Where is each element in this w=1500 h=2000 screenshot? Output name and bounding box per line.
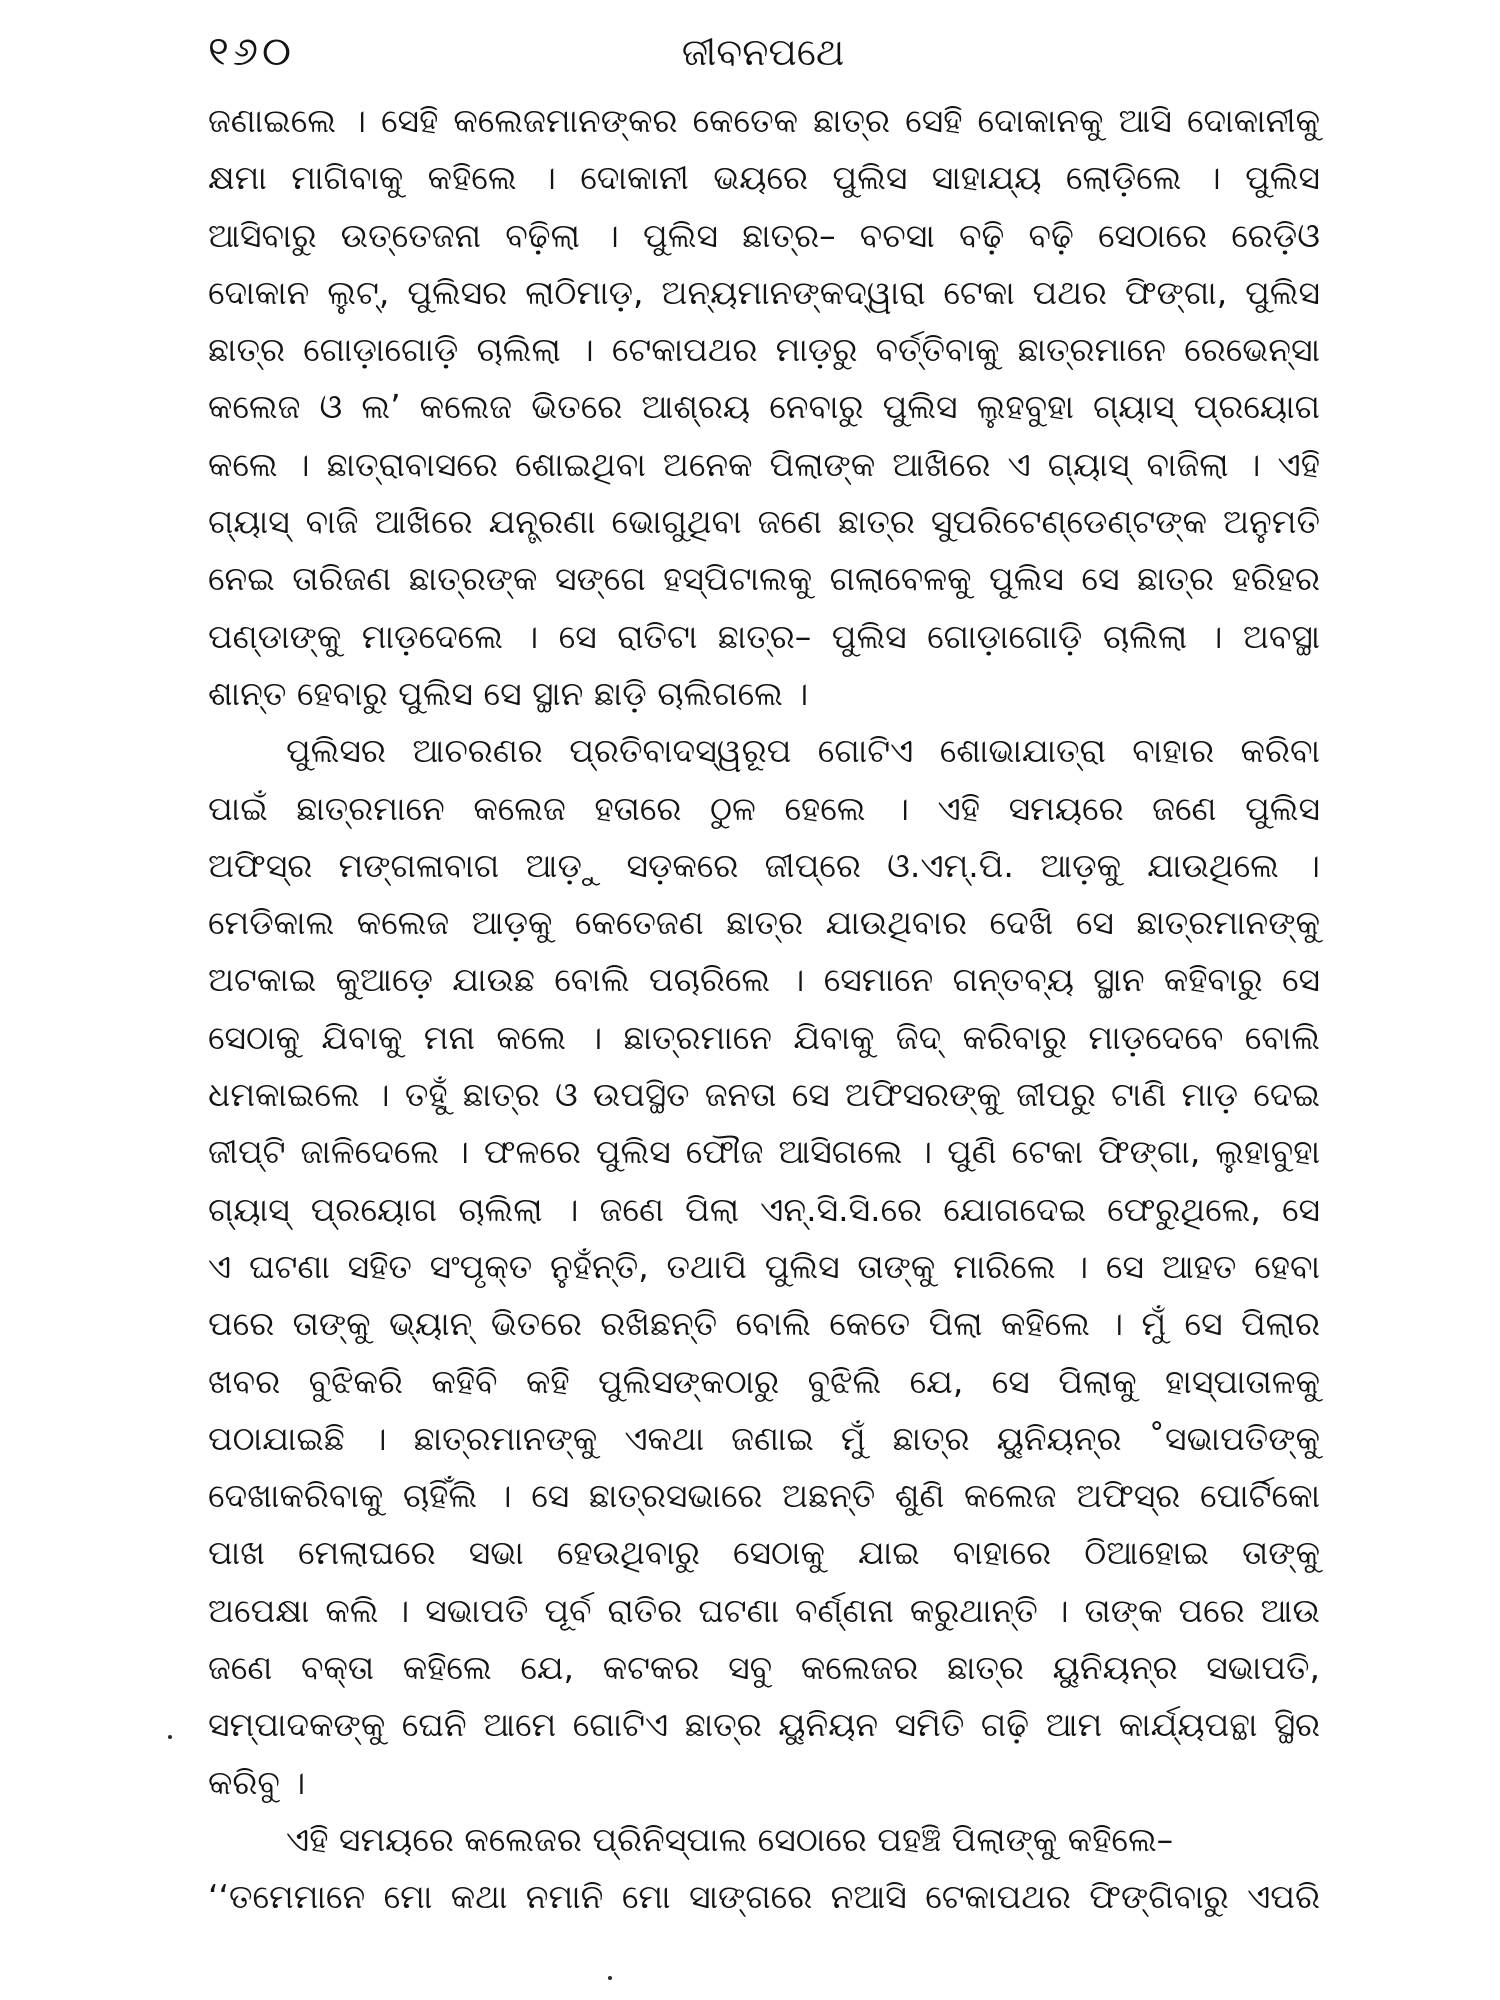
scan-speck <box>608 1976 612 1980</box>
text-line: ଶାନ୍ତ ହେବାରୁ ପୁଲିସ ସେ ସ୍ଥାନ ଛାଡ଼ି ଚାଲିଗଲେ । <box>208 673 809 713</box>
paragraph-first-line: ପୁଲିସର ଆଚରଣର ପ୍ରତିବାଦସ୍ୱରୂପ ଗୋଟିଏ ଶୋଭାଯାତ୍ରା ବାହାର କରିବା <box>286 731 1320 771</box>
text-line: ଜଣେ ବକ୍ତା କହିଲେ ଯେ, କଟକର ସବୁ କଲେଜର ଛାତ୍ର ୟୁନିୟନ୍‌ର ସଭାପତି, <box>208 1648 1320 1688</box>
text-line: ଅଟକାଇ କୁଆଡ଼େ ଯାଉଛ ବୋଲି ପଚାରିଲେ । ସେମାନେ ଗନ୍ତବ୍ୟ ସ୍ଥାନ କହିବାରୁ ସେ <box>208 960 1320 1000</box>
text-line: ଅପେକ୍ଷା କଲି । ସଭାପତି ପୂର୍ବ ରାତିର ଘଟଣା ବର୍ଣ୍ଣନା କରୁଥାନ୍ତି । ତାଙ୍କ ପରେ ଆଉ <box>208 1590 1320 1630</box>
text-line: ଛାତ୍ର ଗୋଡ଼ାଗୋଡ଼ି ଚାଲିଲା । ଟେକାପଥର ମାଡ଼ରୁ ବର୍ତ୍ତିବାକୁ ଛାତ୍ରମାନେ ରେଭେନ୍‌ସା <box>208 330 1320 370</box>
text-line: ପାଖ ମେଲାଘରେ ସଭା ହେଉଥିବାରୁ ସେଠାକୁ ଯାଇ ବାହାରେ ଠିଆହୋଇ ତାଙ୍କୁ <box>208 1533 1320 1573</box>
text-line: ନେଇ ତାରିଜଣ ଛାତ୍ରଙ୍କ ସଙ୍ଗେ ହସ୍‌ପିଟାଲକୁ ଗଲାବେଳକୁ ପୁଲିସ ସେ ଛାତ୍ର ହରିହର <box>208 559 1320 599</box>
text-line: ପରେ ତାଙ୍କୁ ଭ୍ୟାନ୍ ଭିତରେ ରଖିଛନ୍ତି ବୋଲି କେତେ ପିଲା କହିଲେ । ମୁଁ ସେ ପିଲାର <box>208 1304 1320 1344</box>
text-line: ଜଣାଇଲେ । ସେହି କଲେଜମାନଙ୍କର କେତେକ ଛାତ୍ର ସେହି ଦୋକାନକୁ ଆସି ଦୋକାନୀକୁ <box>208 101 1320 140</box>
text-line: ପାଇଁ ଛାତ୍ରମାନେ କଲେଜ ହତାରେ ଠୁଳ ହେଲେ । ଏହି ସମୟରେ ଜଣେ ପୁଲିସ <box>208 788 1320 828</box>
text-line: ଜୀପ୍‌ଟି ଜାଳିଦେଲେ । ଫଳରେ ପୁଲିସ ଫୌଜ ଆସିଗଲେ । ପୁଣି ଟେକା ଫିଙ୍ଗା, ଲୁହାବୁହା <box>208 1132 1320 1172</box>
text-line: ଧମକାଇଲେ । ତହୁଁ ଛାତ୍ର ଓ ଉପସ୍ଥିତ ଜନତା ସେ ଅଫିସରଙ୍କୁ ଜୀପରୁ ଟାଣି ମାଡ଼ ଦେଇ <box>208 1075 1320 1115</box>
text-line: ‘‘ତମେମାନେ ମୋ କଥା ନମାନି ମୋ ସାଙ୍ଗରେ ନଆସି ଟେକାପଥର ଫିଙ୍ଗିବାରୁ ଏପରି <box>208 1877 1320 1917</box>
running-head <box>208 22 1318 82</box>
text-line: ଖବର ବୁଝିକରି କହିବି କହି ପୁଲିସଙ୍କଠାରୁ ବୁଝିଲି ଯେ, ସେ ପିଲାକୁ ହାସ୍‌ପାତାଳକୁ <box>208 1361 1320 1401</box>
page-number: ୧୬୦ <box>208 29 295 75</box>
text-line: ସମ୍ପାଦକଙ୍କୁ ଘେନି ଆମେ ଗୋଟିଏ ଛାତ୍ର ୟୁନିୟନ ସମିତି ଗଢ଼ି ଆମ କାର୍ଯ୍ୟପନ୍ଥା ସ୍ଥିର <box>208 1705 1320 1745</box>
text-line: ସେଠାକୁ ଯିବାକୁ ମନା କଲେ । ଛାତ୍ରମାନେ ଯିବାକୁ ଜିଦ୍ କରିବାରୁ ମାଡ଼ଦେବେ ବୋଲି <box>208 1017 1320 1057</box>
paragraph-first-line: ଏହି ସମୟରେ କଲେଜର ପ୍ରିନିସ୍‌ପାଲ ସେଠାରେ ପହଞ୍ଚି ପିଲାଙ୍କୁ କହିଲେ– <box>286 1819 1174 1859</box>
text-line: ଦେଖାକରିବାକୁ ଚାହିଁଲି । ସେ ଛାତ୍ରସଭାରେ ଅଛନ୍ତି ଶୁଣି କଲେଜ ଅଫିସ୍‌ର ପୋର୍ଟିକୋ <box>208 1476 1320 1516</box>
text-line: କ୍ଷମା ମାଗିବାକୁ କହିଲେ । ଦୋକାନୀ ଭୟରେ ପୁଲିସ ସାହାଯ୍ୟ ଲୋଡ଼ିଲେ । ପୁଲିସ <box>208 158 1320 198</box>
text-line: ଗ୍ୟାସ୍ ପ୍ରୟୋଗ ଚାଲିଲା । ଜଣେ ପିଲା ଏନ୍.ସି.ସି.ରେ ଯୋଗଦେଇ ଫେରୁଥିଲେ, ସେ <box>208 1189 1320 1229</box>
text-line: ପଠାଯାଇଛି । ଛାତ୍ରମାନଙ୍କୁ ଏକଥା ଜଣାଇ ମୁଁ ଛାତ୍ର ୟୁନିୟନ୍‌ର ˚ସଭାପତିଙ୍କୁ <box>208 1418 1320 1458</box>
text-line: ଅଫିସ୍‌ର ମଙ୍ଗଳାବାଗ ଆଡ଼ୁ ସଡ଼କରେ ଜୀପ୍‌ରେ ଓ.ଏମ୍.ପି. ଆଡ଼କୁ ଯାଉଥିଲେ । <box>208 845 1320 885</box>
text-line: କଲେଜ ଓ ଲ’ କଲେଜ ଭିତରେ ଆଶ୍ରୟ ନେବାରୁ ପୁଲିସ ଲୁହବୁହା ଗ୍ୟାସ୍ ପ୍ରୟୋଗ <box>208 387 1320 427</box>
book-title: ଜୀବନପଥେ <box>681 30 845 74</box>
text-line: ଆସିବାରୁ ଉତ୍ତେଜନା ବଢ଼ିଲା । ପୁଲିସ ଛାତ୍ର– ବଚସା ବଢ଼ି ବଢ଼ି ସେଠାରେ ରେଡ଼ିଓ <box>208 215 1320 255</box>
scan-speck <box>168 1735 172 1739</box>
text-line: ପଣ୍ଡାଙ୍କୁ ମାଡ଼ଦେଲେ । ସେ ରାତିଟା ଛାତ୍ର– ପୁଲିସ ଗୋଡ଼ାଗୋଡ଼ି ଚାଲିଲା । ଅବସ୍ଥା <box>208 616 1320 656</box>
text-line: ଦୋକାନ ଲୁଟ୍, ପୁଲିସର ଲାଠିମାଡ଼, ଅନ୍ୟମାନଙ୍କଦ୍ୱାରା ଟେକା ପଥର ଫିଙ୍ଗା, ପୁଲିସ <box>208 272 1320 312</box>
text-line: ମେଡିକାଲ କଲେଜ ଆଡ଼କୁ କେତେଜଣ ଛାତ୍ର ଯାଉଥିବାର ଦେଖି ସେ ଛାତ୍ରମାନଙ୍କୁ <box>208 903 1320 943</box>
text-line: କରିବୁ । <box>208 1762 306 1802</box>
text-line: କଲେ । ଛାତ୍ରାବାସରେ ଶୋଇଥିବା ଅନେକ ପିଲାଙ୍କ ଆଖିରେ ଏ ଗ୍ୟାସ୍ ବାଜିଲା । ଏହି <box>208 444 1320 484</box>
text-line: ଗ୍ୟାସ୍ ବାଜି ଆଖିରେ ଯନ୍ତ୍ରଣା ଭୋଗୁଥିବା ଜଣେ ଛାତ୍ର ସୁପରିଟେଣ୍ଡେଣ୍ଟଙ୍କ ଅନୁମତି <box>208 502 1320 542</box>
text-line: ଏ ଘଟଣା ସହିତ ସଂପୃକ୍ତ ନୁହଁନ୍ତି, ତଥାପି ପୁଲିସ ତାଙ୍କୁ ମାରିଲେ । ସେ ଆହତ ହେବା <box>208 1246 1320 1286</box>
body-text <box>208 92 1320 1926</box>
